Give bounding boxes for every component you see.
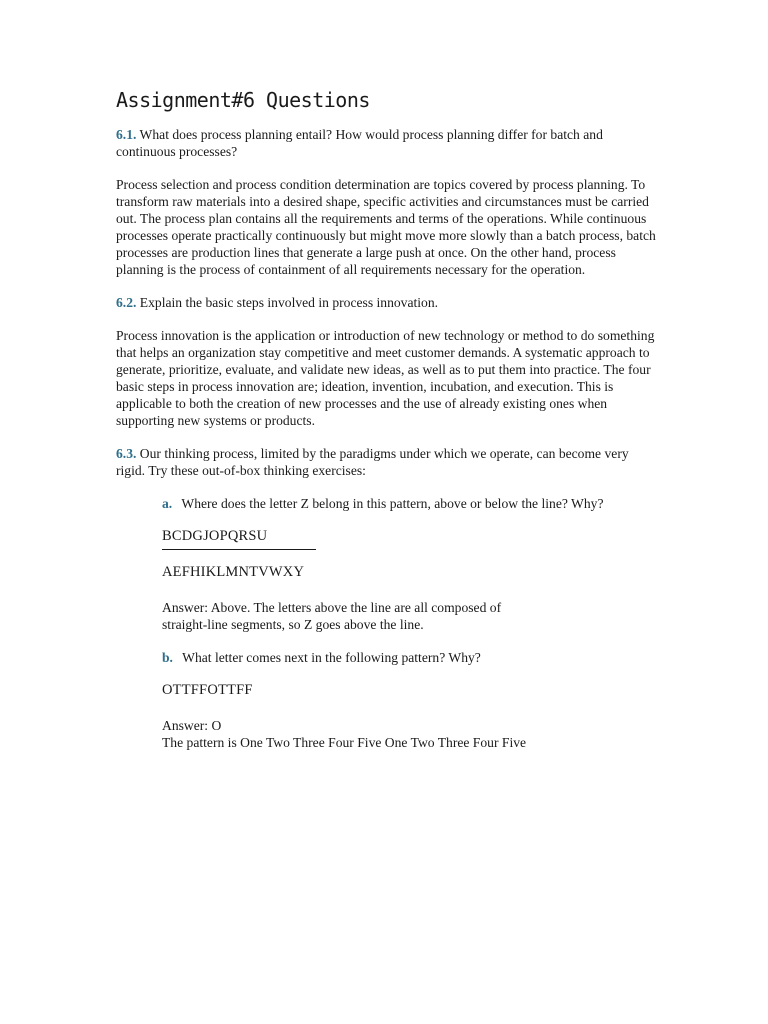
question-number: 6.1. bbox=[116, 127, 137, 142]
answer-6-1: Process selection and process condition determination are topics covered by process planning. To transform raw materials into a desired shape, specific activities and circumstances must be carried out. The process plan contains all the requirements and terms of the operations. While continuous processes operate practically continuously but might move more slowly than a batch process, batch processes are production lines that generate a large push at once. On the other hand, process planning is the process of containment of all requirements necessary for the operation. bbox=[116, 177, 656, 277]
question-6-2 bbox=[116, 294, 656, 311]
letter-pattern bbox=[162, 528, 622, 581]
exercise-b bbox=[162, 649, 622, 751]
letters-above-line: BCDGJOPQRSU bbox=[162, 528, 268, 544]
sequence-pattern: OTTFFOTTFF bbox=[162, 682, 253, 698]
exercise-label: b. bbox=[162, 650, 173, 665]
exercise-b-answer bbox=[162, 717, 622, 751]
answer-6-2: Process innovation is the application or introduction of new technology or method to do something that helps an organization stay competitive and meet customer demands. A systematic approach to generate, prioritize, evaluate, and validate new ideas, as well as to put them into practice. The four basic steps in process innovation are; ideation, invention, incubation, and execution. This is applicable to both the creation of new processes and the use of already existing ones when supporting new systems or products. bbox=[116, 328, 655, 428]
answer-explanation: The pattern is One Two Three Four Five One Two Three Four Five bbox=[162, 735, 527, 750]
question-text: What does process planning entail? How would process planning differ for batch and continuous processes? bbox=[116, 127, 603, 159]
question-6-1 bbox=[116, 126, 656, 160]
question-number: 6.2. bbox=[116, 295, 137, 310]
question-6-3 bbox=[116, 445, 656, 479]
answer-line-1: Answer: Above. The letters above the line are all composed of bbox=[162, 600, 502, 615]
exercise-question-text: What letter comes next in the following pattern? Why? bbox=[182, 650, 481, 665]
question-number: 6.3. bbox=[116, 446, 137, 461]
page-title: Assignment#6 Questions bbox=[116, 88, 370, 112]
exercise-b-question bbox=[162, 649, 622, 666]
exercise-label: a. bbox=[162, 496, 173, 511]
exercise-a-answer bbox=[162, 599, 622, 633]
question-text: Our thinking process, limited by the paradigms under which we operate, can become very rigid. Try these out-of-box thinking exercises: bbox=[116, 446, 629, 478]
exercise-question-text: Where does the letter Z belong in this pattern, above or below the line? Why? bbox=[181, 496, 604, 511]
letter-sequence bbox=[162, 682, 622, 699]
divider-line bbox=[162, 549, 316, 550]
question-text: Explain the basic steps involved in process innovation. bbox=[139, 295, 439, 310]
exercise-a bbox=[162, 495, 622, 633]
document-page bbox=[116, 88, 656, 767]
answer-line-2: straight-line segments, so Z goes above the line. bbox=[162, 617, 424, 632]
answer-value: Answer: O bbox=[162, 718, 222, 733]
letters-below-line: AEFHIKLMNTVWXY bbox=[162, 564, 305, 580]
exercise-a-question bbox=[162, 495, 622, 512]
